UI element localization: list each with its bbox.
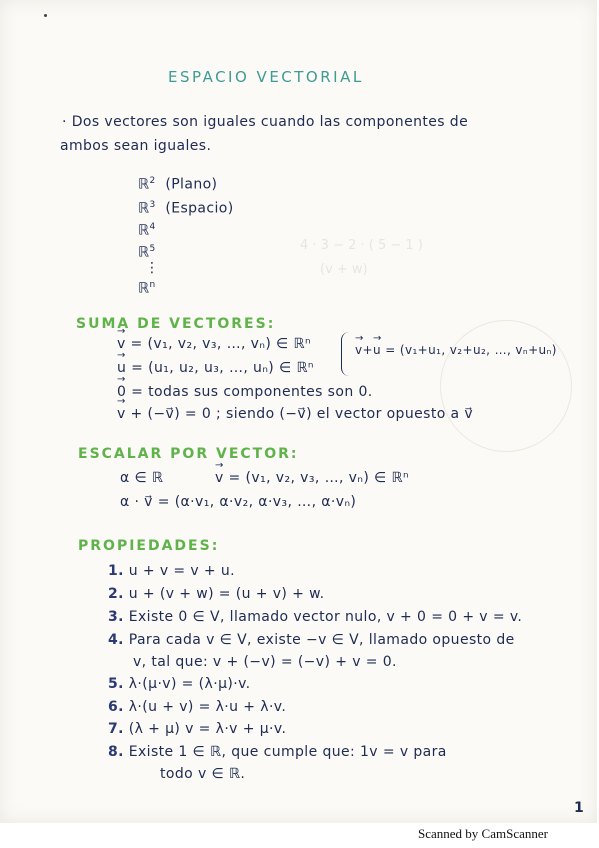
property-6: 6. λ·(u + v) = λ·u + λ·v. [108,699,287,715]
scalar-alpha: α ∈ ℝ [120,470,164,486]
property-5: 5. λ·(μ·v) = (λ·μ)·v. [108,676,251,692]
scalar-vector-v: → v = (v₁, v₂, v₃, …, vₙ) ∈ ℝⁿ [215,470,409,486]
space-r4: ℝ$^4$ [138,222,156,239]
space-r5: ℝ$^5$ [138,244,156,261]
brace [341,332,352,376]
property-4-continued: v, tal que: v + (−v) = (−v) + v = 0. [133,654,397,670]
propiedades-heading: PROPIEDADES: [78,538,220,554]
bleed-through-text: 4 · 3 − 2 · ( 5 − 1 ) [300,238,423,253]
bleed-through-circle [440,320,572,452]
page-title: ESPACIO VECTORIAL [168,68,364,86]
escalar-heading: ESCALAR POR VECTOR: [78,446,299,462]
bleed-through-text: (v + w) [320,262,368,277]
vector-sum-definition: → v+→ u = (v₁+u₁, v₂+u₂, …, vₙ+uₙ) [355,343,557,357]
page-number: 1 [574,800,584,816]
property-7: 7. (λ + μ) v = λ·v + μ·v. [108,721,287,737]
vector-u-definition: → u = (u₁, u₂, u₃, …, uₙ) ∈ ℝⁿ [117,360,314,376]
property-8: 8. Existe 1 ∈ ℝ, que cumple que: 1v = v para [108,744,447,760]
opposite-vector-definition: → v + (−v⃗) = 0 ; siendo (−v⃗) el vector opuesto a v⃗ [117,406,473,422]
ink-dot [44,14,47,17]
property-4: 4. Para cada v ∈ V, existe −v ∈ V, llamado opuesto de [108,632,515,648]
scalar-product-definition: α · v⃗ = (α·v₁, α·v₂, α·v₃, …, α·vₙ) [120,494,357,510]
space-r3: ℝ$^3$ (Espacio) [138,200,234,217]
suma-heading: SUMA DE VECTORES: [76,316,276,332]
property-3: 3. Existe 0 ∈ V, llamado vector nulo, v + 0 = 0 + v = v. [108,609,523,625]
property-2: 2. u + (v + w) = (u + v) + w. [108,586,325,602]
space-r2: ℝ$^2$ (Plano) [138,176,218,193]
property-1: 1. u + v = v + u. [108,563,235,579]
scanner-watermark: Scanned by CamScanner [418,826,548,841]
intro-line-2: ambos sean iguales. [60,138,212,154]
space-rn: ℝ$^n$ [138,280,156,297]
intro-line-1: · Dos vectores son iguales cuando las componentes de [62,114,469,130]
vector-v-definition: → v = (v₁, v₂, v₃, …, vₙ) ∈ ℝⁿ [117,336,311,352]
space-dots: ⋮ [145,260,160,276]
property-8-continued: todo v ∈ ℝ. [160,766,246,782]
zero-vector-definition: → 0 = todas sus componentes son 0. [117,384,373,400]
